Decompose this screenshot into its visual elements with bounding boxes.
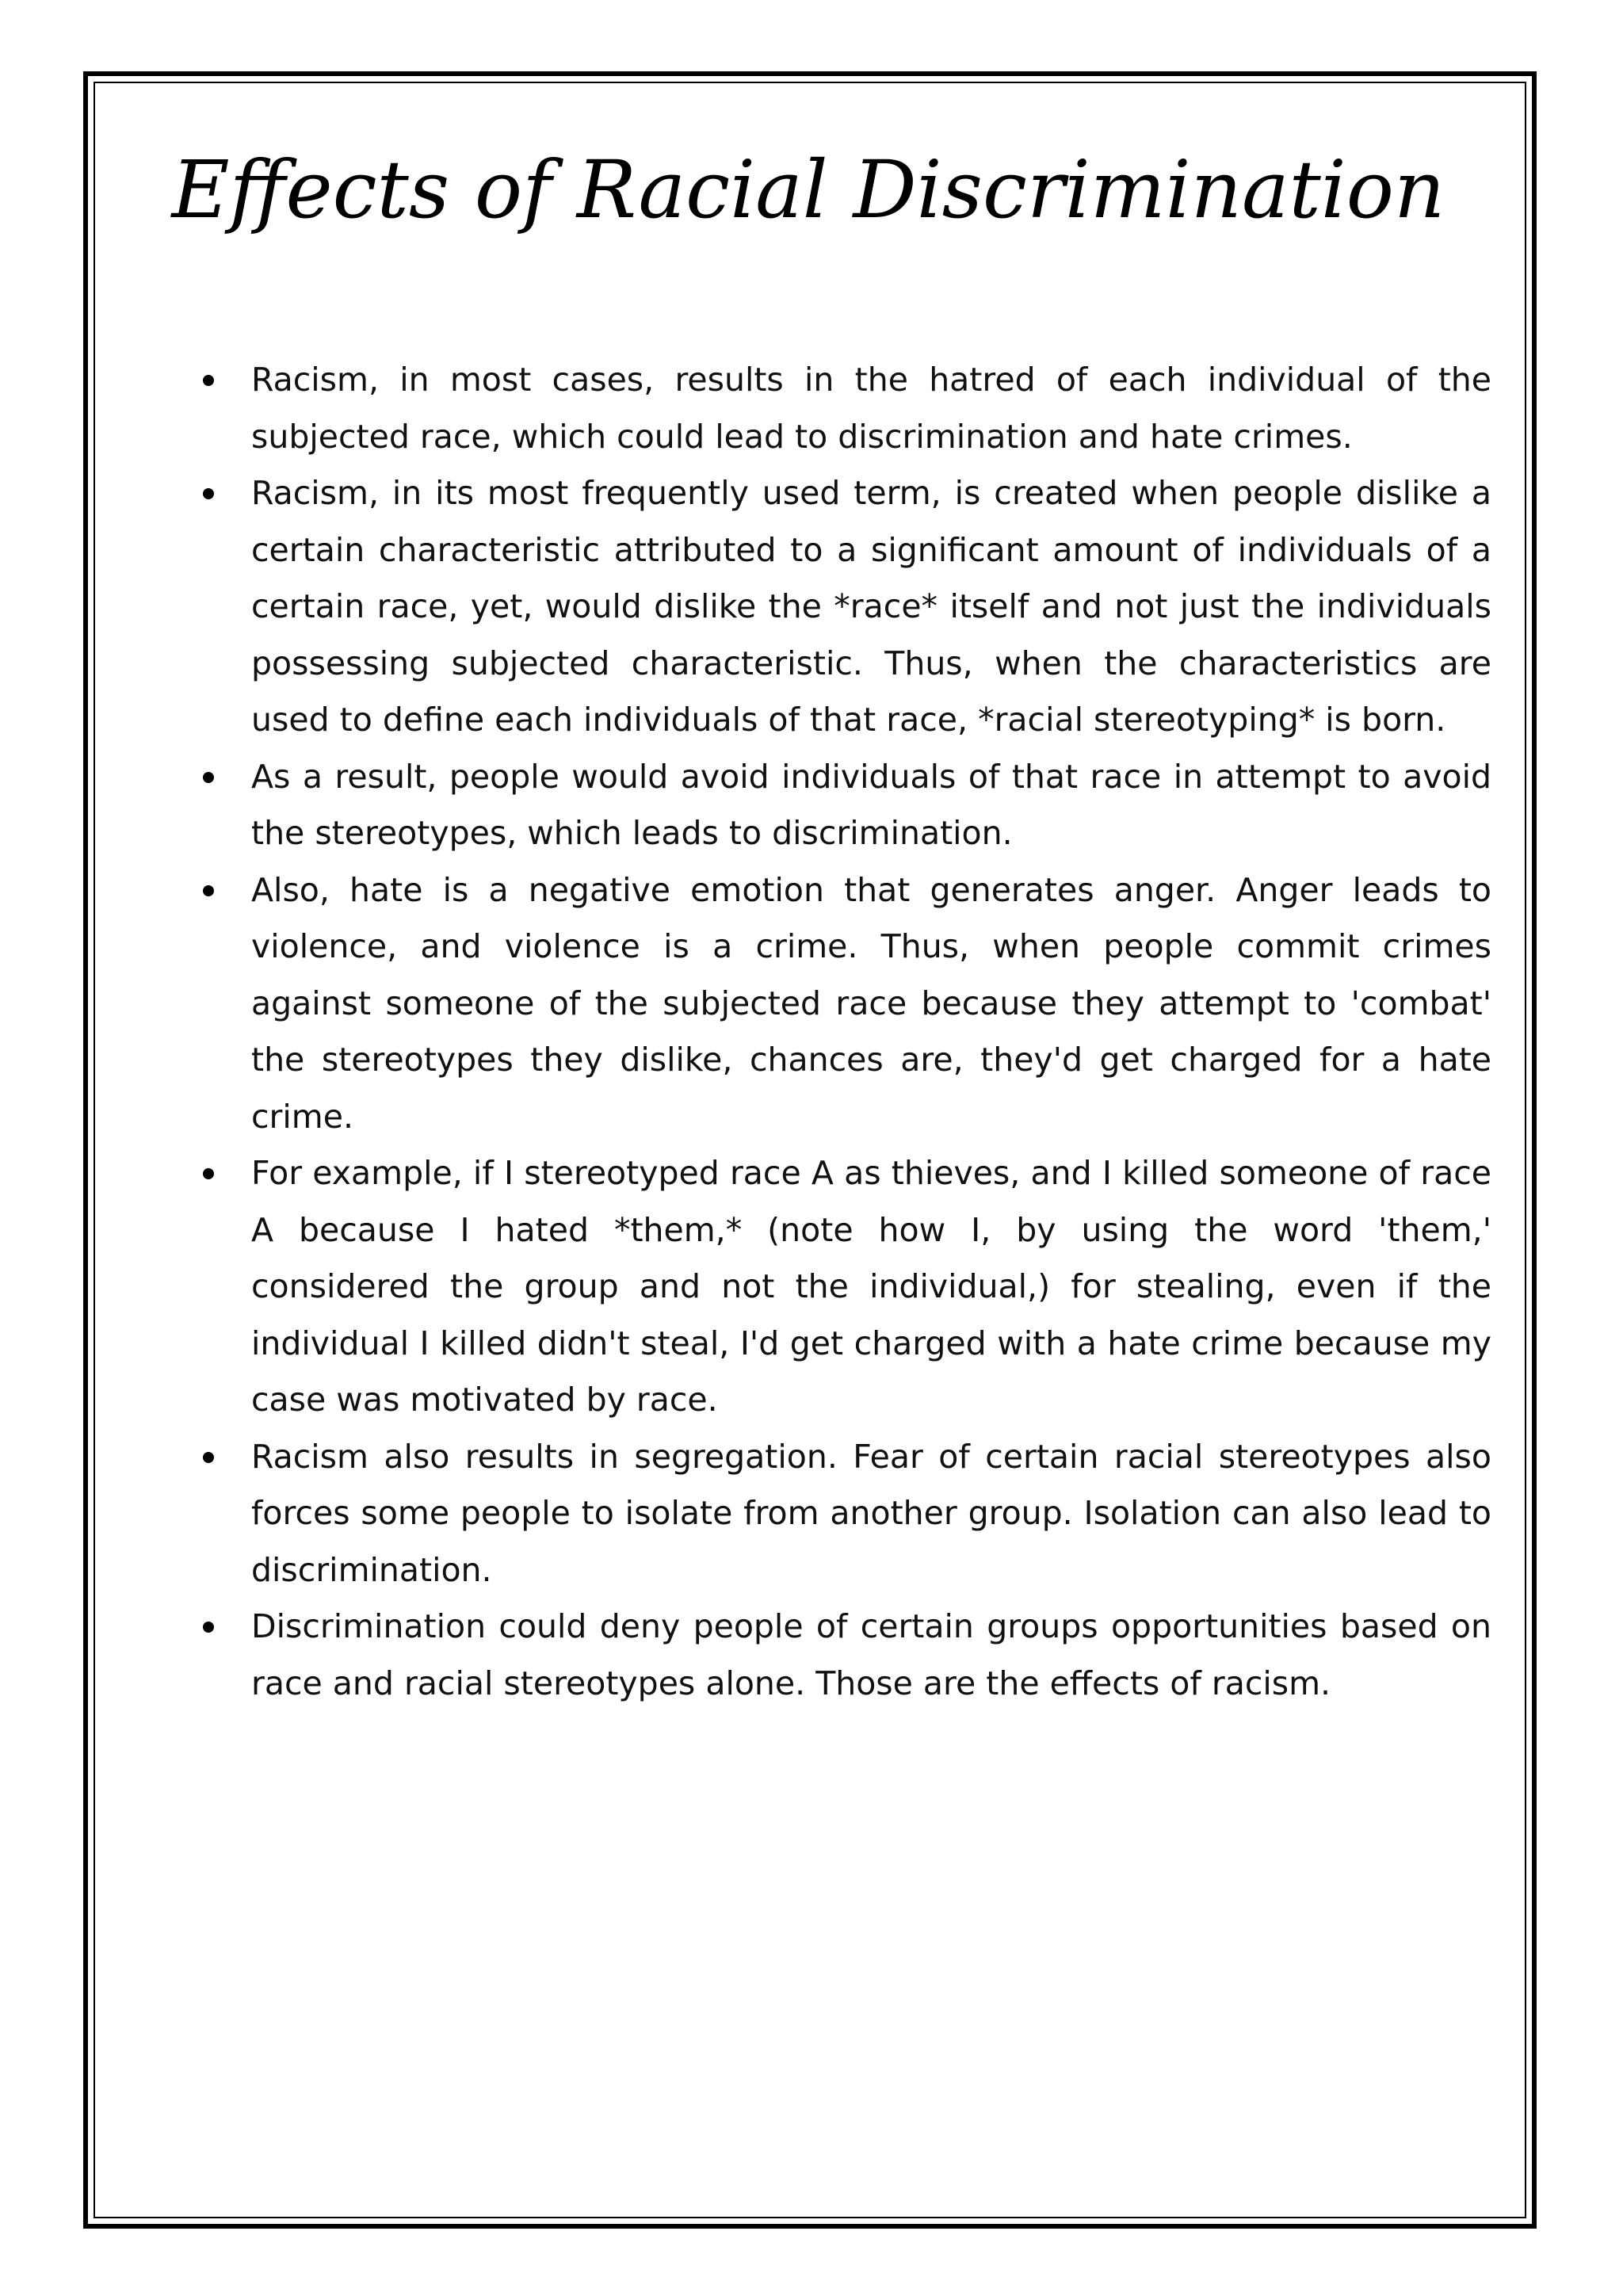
bullet-icon bbox=[203, 1452, 214, 1463]
bullet-text: Racism also results in segregation. Fear of certain racial stereotypes also forces some people to isolate from another group. Isolation can also lead to discrimination. bbox=[251, 1437, 1491, 1589]
bullet-item bbox=[200, 465, 1491, 749]
bullet-icon bbox=[203, 488, 214, 499]
bullet-item bbox=[200, 862, 1491, 1146]
bullet-item bbox=[200, 749, 1491, 862]
bullet-icon bbox=[203, 1168, 214, 1179]
bullet-text: Discrimination could deny people of certain groups opportunities based on race and racial stereotypes alone. Those are the effects of racism. bbox=[251, 1607, 1491, 1702]
bullet-icon bbox=[203, 375, 214, 386]
bullet-item bbox=[200, 1429, 1491, 1599]
bullet-text: For example, if I stereotyped race A as thieves, and I killed someone of race A because I hated *them,* (note how I, by using the word 'them,' considered the group and not the individual,) for stealing, even if the individual I killed didn't steal, I'd get charged with a hate crime because my case was motivated by race. bbox=[251, 1154, 1491, 1419]
bullet-list bbox=[200, 352, 1491, 1712]
bullet-icon bbox=[203, 772, 214, 783]
page-title: Effects of Racial Discrimination bbox=[171, 143, 1445, 236]
bullet-icon bbox=[203, 885, 214, 896]
bullet-text: As a result, people would avoid individuals of that race in attempt to avoid the stereotypes, which leads to discrimination. bbox=[251, 757, 1491, 852]
bullet-icon bbox=[203, 1622, 214, 1633]
bullet-item bbox=[200, 1599, 1491, 1712]
bullet-text: Also, hate is a negative emotion that generates anger. Anger leads to violence, and violence is a crime. Thus, when people commit crimes against someone of the subjected race because they attempt to 'combat' the stereotypes they dislike, chances are, they'd get charged for a hate crime. bbox=[251, 870, 1491, 1136]
bullet-text: Racism, in its most frequently used term, is created when people dislike a certain characteristic attributed to a significant amount of individuals of a certain race, yet, would dislike the *race* itself and not just the individuals possessing subjected characteristic. Thus, when the characteristics are used to define each individuals of that race, *racial stereotyping* is born. bbox=[251, 474, 1491, 739]
bullet-text: Racism, in most cases, results in the hatred of each individual of the subjected race, which could lead to discrimination and hate crimes. bbox=[251, 361, 1491, 456]
bullet-item bbox=[200, 352, 1491, 465]
bullet-item bbox=[200, 1145, 1491, 1429]
